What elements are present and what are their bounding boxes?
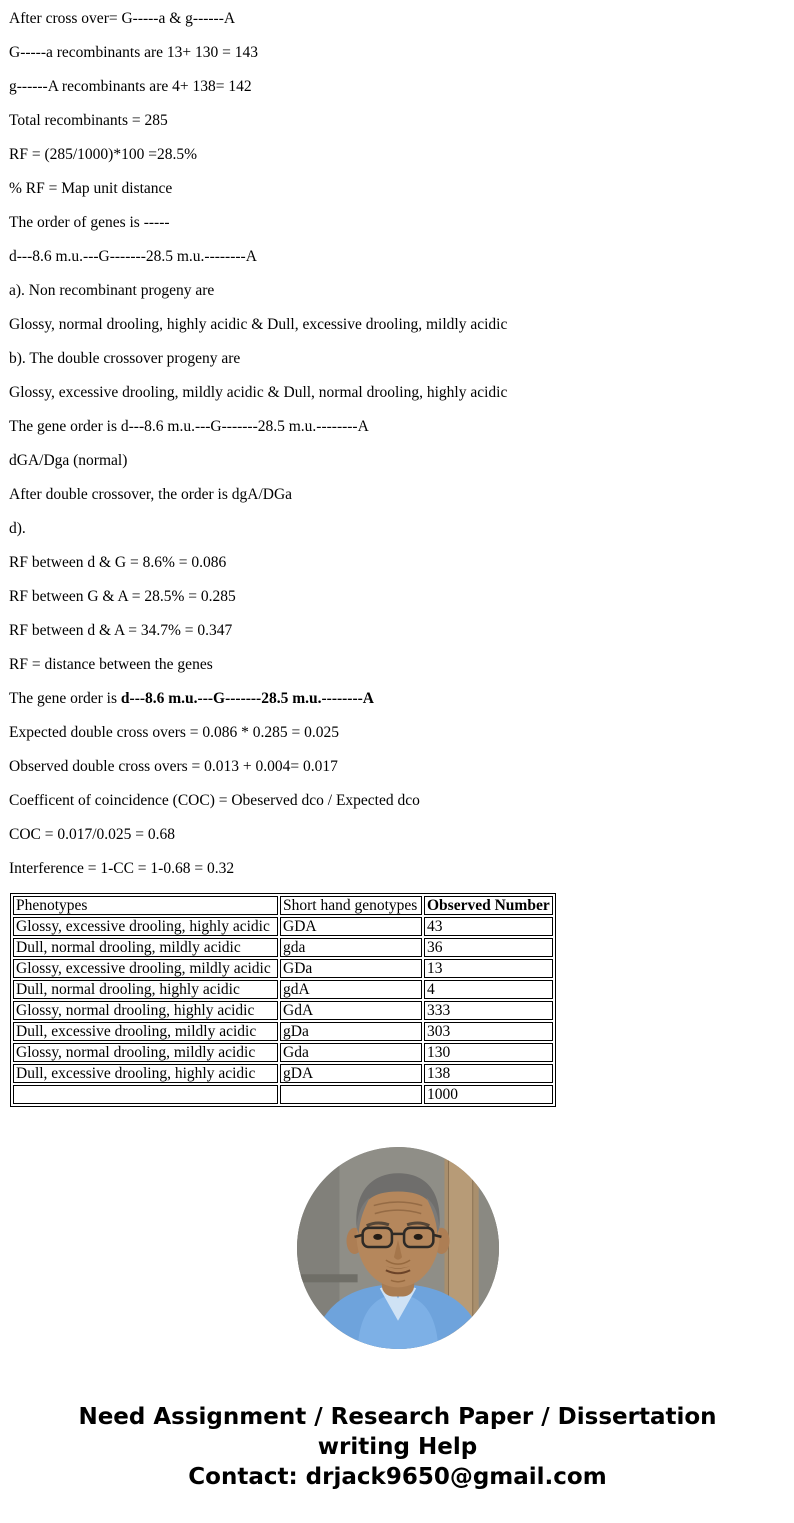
solution-text-block [9,9,786,878]
cell-phenotype [13,1085,278,1104]
cell-observed: 333 [424,1001,553,1020]
doc-line: Glossy, normal drooling, highly acidic & Dull, excessive drooling, mildly acidic [9,316,508,333]
doc-line: G-----a recombinants are 13+ 130 = 143 [9,44,259,61]
table-row [13,917,553,936]
cell-genotype: gDA [280,1064,422,1083]
cell-genotype: GdA [280,1001,422,1020]
col-header-genotypes: Short hand genotypes [280,896,422,915]
table-row [13,980,553,999]
cell-genotype: gDa [280,1022,422,1041]
cell-phenotype: Glossy, excessive drooling, highly acidic [13,917,278,936]
doc-line: Coefficent of coincidence (COC) = Obeserved dco / Expected dco [9,792,420,809]
cell-observed: 303 [424,1022,553,1041]
cell-phenotype: Dull, normal drooling, mildly acidic [13,938,278,957]
cell-genotype: GDa [280,959,422,978]
cell-observed: 43 [424,917,553,936]
doc-line-gene-map: d---8.6 m.u.---G-------28.5 m.u.--------A [9,248,257,265]
table-row-total [13,1085,553,1104]
doc-line: The gene order is d---8.6 m.u.---G-------28.5 m.u.--------A [9,418,369,435]
doc-line: Interference = 1-CC = 1-0.68 = 0.32 [9,860,235,877]
doc-line: After cross over= G-----a & g------A [9,10,236,27]
cell-observed: 13 [424,959,553,978]
table-row [13,959,553,978]
doc-line: After double crossover, the order is dgA/DGa [9,486,293,503]
cell-genotype: GDA [280,917,422,936]
cell-observed: 138 [424,1064,553,1083]
table-row [13,1022,553,1041]
doc-line: Glossy, excessive drooling, mildly acidic & Dull, normal drooling, highly acidic [9,384,508,401]
cell-observed-total: 1000 [424,1085,553,1104]
cell-genotype: gda [280,938,422,957]
doc-line: RF = distance between the genes [9,656,213,673]
doc-line: RF between G & A = 28.5% = 0.285 [9,588,236,605]
gene-order-prefix: The gene order is [9,690,121,707]
table-row [13,1064,553,1083]
cell-phenotype: Dull, excessive drooling, highly acidic [13,1064,278,1083]
cell-observed: 130 [424,1043,553,1062]
col-header-observed-number: Observed Number [424,896,553,915]
col-header-phenotypes: Phenotypes [13,896,278,915]
doc-line: dGA/Dga (normal) [9,452,128,469]
doc-line: a). Non recombinant progeny are [9,282,215,299]
table-row [13,1001,553,1020]
table-row [13,1043,553,1062]
tutor-portrait-illustration [297,1147,499,1349]
cell-genotype: gdA [280,980,422,999]
table-row [13,938,553,957]
doc-line: COC = 0.017/0.025 = 0.68 [9,826,176,843]
doc-line: g------A recombinants are 4+ 138= 142 [9,78,252,95]
footer-contact-email: Contact: drjack9650@gmail.com [188,1464,607,1490]
table-header-row [13,896,553,915]
gene-order-bold: d---8.6 m.u.---G-------28.5 m.u.--------A [120,690,374,707]
cell-phenotype: Glossy, excessive drooling, mildly acidic [13,959,278,978]
footer-help-text: Need Assignment / Research Paper / Dissertation writing Help [78,1404,717,1460]
doc-line: b). The double crossover progeny are [9,350,241,367]
doc-line-gene-order [9,689,786,708]
doc-line: Total recombinants = 285 [9,112,168,129]
cell-observed: 4 [424,980,553,999]
cell-phenotype: Glossy, normal drooling, mildly acidic [13,1043,278,1062]
doc-line: Expected double cross overs = 0.086 * 0.285 = 0.025 [9,724,340,741]
tutor-photo [297,1147,499,1349]
doc-line: The order of genes is ----- [9,214,170,231]
cell-phenotype: Glossy, normal drooling, highly acidic [13,1001,278,1020]
cell-phenotype: Dull, normal drooling, highly acidic [13,980,278,999]
cell-phenotype: Dull, excessive drooling, mildly acidic [13,1022,278,1041]
cell-genotype: Gda [280,1043,422,1062]
doc-line: RF = (285/1000)*100 =28.5% [9,146,197,163]
doc-line: d). [9,520,26,537]
observed-numbers-table [10,893,556,1107]
cell-observed: 36 [424,938,553,957]
doc-line: RF between d & A = 34.7% = 0.347 [9,622,233,639]
cell-genotype [280,1085,422,1104]
doc-line: RF between d & G = 8.6% = 0.086 [9,554,227,571]
doc-line: Observed double cross overs = 0.013 + 0.004= 0.017 [9,758,338,775]
footer-help-banner [33,1402,763,1492]
doc-line: % RF = Map unit distance [9,180,173,197]
